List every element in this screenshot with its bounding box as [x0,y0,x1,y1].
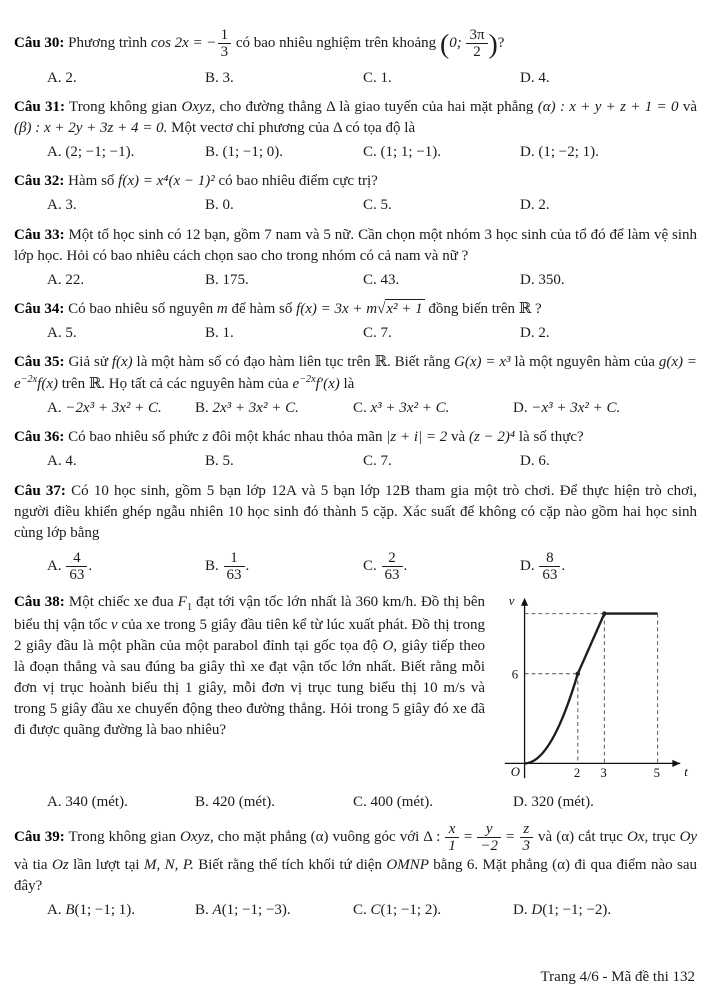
option-key: C. [353,793,367,810]
stem-text: lần lượt tại [68,856,145,873]
math-expression: z [202,429,209,446]
option-key: B. [205,324,219,341]
option-key: C. [363,144,377,161]
option-key: D. [513,400,528,417]
stem-text: Biết rằng thể tích khối tứ diện [193,856,387,873]
option-value: 320 (mét). [531,793,594,810]
option-a [47,550,205,583]
math-expression: m [216,300,228,317]
option-value: 2x³ + 3x² + C. [212,400,299,417]
option-key: C. [353,901,367,918]
stem-text: cho mặt phẳng (α) vuông góc với Δ : [213,829,445,846]
stem-text: Có 10 học sinh, gồm 5 bạn lớp 12A và 5 bạn lớp 12B tham gia một trò chơi. Để thực hiện trò chơi, người điều khiển ghép ngẫu nhiên 10 học sinh đó thành 5 cặp. Xác suất để không có cặp nào gồm hai học sinh cùng lớp bằng [14,482,698,541]
options-row [47,900,697,920]
option-key: A. [47,453,62,470]
option-value: (2; −1; −1). [65,144,135,161]
options-row [47,68,697,88]
stem-text: có bao nhiêu điểm cực trị? [214,173,378,190]
option-key: A. [47,400,62,417]
option-value: (1; −1; −2). [542,901,612,918]
option-c [363,451,520,471]
options-row [47,323,697,343]
fraction [538,550,561,583]
numerator: 1 [220,27,229,44]
question-38 [14,592,697,812]
point-name: B [65,901,75,918]
y-axis-arrow [521,598,528,606]
denominator: −2 [477,837,501,854]
stem-text: Một vectơ chỉ phương của Δ có tọa độ là [167,120,416,137]
option-value: (1; −2; 1). [538,144,599,161]
fraction [223,550,246,583]
option-a [47,142,205,162]
option-d [520,195,697,215]
question-32-stem [14,171,697,192]
question-32-number: Câu 32: [14,173,65,190]
option-b [205,550,363,583]
question-33 [14,225,697,290]
numerator: 1 [230,549,238,566]
option-key: D. [520,557,535,574]
option-value: 2. [538,197,550,214]
option-a [47,323,205,343]
equals-sign: = [506,829,515,846]
option-value: 5. [65,324,77,341]
option-key: B. [205,69,219,86]
option-value: 400 (mét). [370,793,433,810]
option-key: D. [513,901,528,918]
option-key: C. [363,197,377,214]
question-33-stem [14,225,697,267]
option-value: (1; −1; 0). [222,144,284,161]
math-expression: Oz [51,856,69,873]
question-35-number: Câu 35: [14,354,65,371]
denominator: 3 [218,43,232,60]
option-value: 6. [538,453,550,470]
option-key: D. [513,793,528,810]
denominator: 3 [520,837,534,854]
option-key: C. [363,453,377,470]
question-36-stem [14,427,697,448]
option-key: D. [520,69,535,86]
radical-sign: √ [377,300,386,317]
option-d [520,270,697,290]
stem-text: Có bao nhiêu số phức [64,429,203,446]
square-root [377,299,425,317]
option-c [353,792,513,812]
option-c [363,142,520,162]
stem-text: của xe trong 5 giây đầu tiên kể từ lúc xuất phát. Đồ thị trong 2 giây đầu là một phần của một parabol đỉnh tại gốc tọa độ [14,617,485,655]
point-name: A [212,901,222,918]
denominator: 1 [445,837,459,854]
fraction [381,550,404,583]
option-value: 3. [65,197,77,214]
option-value: x³ + 3x² + C. [370,400,450,417]
origin-label: O [510,765,521,780]
x-axis-arrow [672,760,680,767]
option-value: 350. [538,271,565,288]
option-value: (1; −1; 1). [74,901,136,918]
options-row [47,270,697,290]
option-key: C. [363,324,377,341]
option-b [205,451,363,471]
x-axis-label: t [684,765,688,780]
x-tick-3: 3 [600,766,607,781]
option-a [47,195,205,215]
option-d [513,900,697,920]
denominator: 63 [382,566,403,583]
option-key: B. [205,557,219,574]
question-37 [14,481,697,583]
question-34-number: Câu 34: [14,300,65,317]
option-value: 1. [222,324,234,341]
question-31 [14,97,697,162]
option-value: 2. [538,324,550,341]
option-b [205,323,363,343]
option-value: 7. [380,453,392,470]
options-row [47,398,697,418]
option-key: D. [520,197,535,214]
stem-text: là [339,376,355,393]
math-expression: f(x) [37,376,58,393]
option-period: . [561,557,566,574]
math-expression: g(x) = e [14,354,697,393]
question-34 [14,299,697,343]
x-tick-2: 2 [573,766,581,781]
math-expression: (z − 2)⁴ [468,429,516,446]
option-a [47,398,195,418]
option-value: 43. [380,271,400,288]
question-30-stem [14,26,697,65]
point-name: D [531,901,543,918]
denominator: 63 [66,566,87,583]
y-tick-6: 6 [511,667,519,682]
question-37-number: Câu 37: [14,482,66,499]
fraction [465,27,488,60]
stem-text: Trong không gian [65,99,182,116]
math-expression: OMNP [386,856,429,873]
question-39 [14,821,697,920]
stem-text: Một tổ học sinh có 12 bạn, gồm 7 nam và 5 nữ. Cần chọn một nhóm 3 học sinh của tổ đó để làm vệ sinh lớp học. Hỏi có bao nhiêu cách chọn sao cho trong nhóm có cả nam và nữ ? [14,226,698,264]
question-38-number: Câu 38: [14,593,65,610]
stem-text: trục [648,829,680,846]
question-31-number: Câu 31: [14,99,65,116]
stem-text: Trong không gian [64,829,180,846]
stem-text: Phương trình [64,34,151,51]
option-key: B. [205,271,219,288]
x-tick-5: 5 [653,766,661,781]
option-b [195,900,353,920]
question-39-stem [14,821,697,896]
velocity-curve [525,614,658,764]
option-key: B. [195,400,209,417]
left-paren: ( [439,29,450,60]
options-row [47,550,697,583]
option-c [363,270,520,290]
page-footer: Trang 4/6 - Mã đề thi 132 [540,969,695,985]
stem-text: để hàm số [227,300,297,317]
question-36-number: Câu 36: [14,429,65,446]
velocity-time-graph [495,588,697,790]
math-expression: Ox, [626,829,649,846]
option-value: 0. [222,197,234,214]
option-value: 4. [65,453,77,470]
math-expression: M, N, P. [144,856,194,873]
option-value: (1; −1; 2). [380,901,442,918]
math-expression: (α) : x + y + z + 1 = 0 [537,99,679,116]
option-value: 22. [65,271,85,288]
right-paren: ) [488,29,498,60]
option-value: 5. [380,197,392,214]
option-value: 1. [380,69,392,86]
option-value: 175. [222,271,249,288]
question-39-number: Câu 39: [14,829,65,846]
math-expression: |z + i| = 2 [386,429,448,446]
option-key: B. [205,144,219,161]
axes [505,598,680,781]
option-period: . [88,557,93,574]
question-36 [14,427,697,471]
option-c [353,398,513,418]
option-period: . [403,557,408,574]
options-row [47,142,697,162]
stem-text: và tia [14,856,52,873]
option-a [47,68,205,88]
graph-labels [509,594,688,780]
option-a [47,270,205,290]
option-value: −2x³ + 3x² + C. [65,400,162,417]
math-expression: Oy [679,829,698,846]
stem-text: và (α) cắt trục [534,829,627,846]
options-row [47,195,697,215]
option-c [353,900,513,920]
option-d [520,142,697,162]
option-b [205,270,363,290]
option-value: −x³ + 3x² + C. [531,400,621,417]
option-d [520,323,697,343]
numerator: 3π [469,27,485,44]
option-key: B. [205,197,219,214]
option-a [47,900,195,920]
option-b [195,792,353,812]
stem-text: cho đường thẳng Δ là giao tuyến của hai mặt phẳng [215,99,538,116]
y-axis-label: v [508,593,515,608]
stem-text: và [447,429,469,446]
option-c [363,68,520,88]
option-c [363,550,520,583]
option-value: 3. [222,69,234,86]
math-expression: 0; [449,34,466,51]
option-key: C. [363,271,377,288]
math-expression: O, [382,638,398,655]
option-period: . [245,557,250,574]
fraction [476,821,502,854]
numerator: x [448,821,456,838]
point-name: C [370,901,381,918]
options-row [47,792,697,812]
math-expression: f(x) = 3x + m [296,300,378,317]
stem-text: đôi một khác nhau thỏa mãn [208,429,387,446]
equals-sign: = [463,829,473,846]
question-35-stem [14,352,697,395]
option-value: 420 (mét). [212,793,275,810]
stem-text: và [678,99,697,116]
option-value: 340 (mét). [65,793,128,810]
fraction [519,821,535,854]
option-d [520,68,697,88]
option-b [205,195,363,215]
question-30 [14,26,697,88]
stem-text: đạt tới vận tốc lớn nhất là 360 km/h. Đồ thị bên biểu thị vận tốc [14,593,485,634]
math-expression: v [110,617,118,634]
option-key: D. [520,144,535,161]
option-b [195,398,353,418]
fraction [444,821,460,854]
math-expression: Oxyz, [181,99,216,116]
option-a [47,792,195,812]
option-value: (1; 1; −1). [380,144,442,161]
math-expression: f′(x) [315,376,340,393]
dashed-guides [525,614,658,764]
option-key: C. [353,400,367,417]
subscript: 1 [186,601,193,613]
question-32 [14,171,697,215]
radicand: x² + 1 [386,300,423,317]
question-31-stem [14,97,697,139]
numerator: y [485,821,493,838]
stem-text: ? [497,34,505,51]
option-key: A. [47,557,62,574]
stem-text: là một nguyên hàm của [510,354,659,371]
option-c [363,195,520,215]
math-expression: (β) : x + 2y + 3z + 4 = 0. [14,120,168,137]
math-expression: f(x) = x⁴(x − 1)² [118,173,215,190]
option-key: B. [205,453,219,470]
math-expression: F [177,593,187,610]
option-key: A. [47,144,62,161]
question-35 [14,352,697,418]
stem-text: Một chiếc xe đua [64,593,178,610]
stem-text: là số thực? [515,429,584,446]
stem-text: Giả sử [64,354,112,371]
option-value: 5. [222,453,234,470]
point-3-10 [602,611,607,616]
stem-text: Hàm số [64,173,119,190]
question-33-number: Câu 33: [14,226,65,243]
question-37-stem [14,481,697,544]
option-key: A. [47,271,62,288]
stem-text: giây tiếp theo là đoạn thẳng và sau đúng ba giây thì xe đạt vận tốc lớn nhất. Biết rằng mỗi đơn vị trục hoành biểu thị 1 giây, mỗi đơn vị trục tung biểu thị 10 m/s và trong 5 giây đầu xe chuyển động theo đường thẳng. Hỏi trong 5 giây đó xe đã đi được quãng đường là bao nhiêu? [14,638,485,739]
exponent: −2x [299,374,316,386]
option-a [47,451,205,471]
option-c [363,323,520,343]
denominator: 63 [539,566,560,583]
exponent: −2x [20,374,38,386]
option-key: D. [520,453,535,470]
option-key: B. [195,793,209,810]
option-key: A. [47,793,62,810]
option-value: 4. [538,69,550,86]
stem-text: Có bao nhiêu số nguyên [64,300,217,317]
numerator: z [523,821,530,838]
option-d [520,550,697,583]
option-b [205,68,363,88]
fraction [217,27,233,60]
option-key: D. [520,271,535,288]
point-2-6 [576,671,581,676]
stem-text: bằng 6. Mặt phẳng (α) đi qua điểm nào sau đây? [14,856,698,894]
question-30-number: Câu 30: [14,34,65,51]
option-d [513,792,697,812]
option-key: B. [195,901,209,918]
question-34-stem [14,299,697,320]
option-key: A. [47,901,62,918]
option-value: 2. [65,69,77,86]
numerator: 8 [546,549,554,566]
option-key: C. [363,69,377,86]
math-expression: cos 2x = − [150,34,217,51]
math-expression: Oxyz, [179,829,214,846]
option-value: 7. [380,324,392,341]
option-b [205,142,363,162]
options-row [47,451,697,471]
option-key: C. [363,557,377,574]
stem-text: có bao nhiêu nghiệm trên khoảng [232,34,440,51]
option-d [513,398,697,418]
math-expression: f(x) [111,354,133,371]
denominator: 63 [224,566,245,583]
math-expression: e [292,376,300,393]
stem-text: đồng biến trên ℝ ? [424,300,542,317]
numerator: 2 [388,549,396,566]
stem-text: trên ℝ. Họ tất cả các nguyên hàm của [58,376,293,393]
denominator: 2 [466,43,487,60]
option-d [520,451,697,471]
option-key: A. [47,324,62,341]
option-key: D. [520,324,535,341]
option-value: (1; −1; −3). [221,901,291,918]
option-key: A. [47,69,62,86]
stem-text: là một hàm số có đạo hàm liên tục trên ℝ. Biết rằng [132,354,455,371]
fraction [65,550,88,583]
numerator: 4 [73,549,81,566]
option-key: A. [47,197,62,214]
math-expression: G(x) = x³ [454,354,511,371]
